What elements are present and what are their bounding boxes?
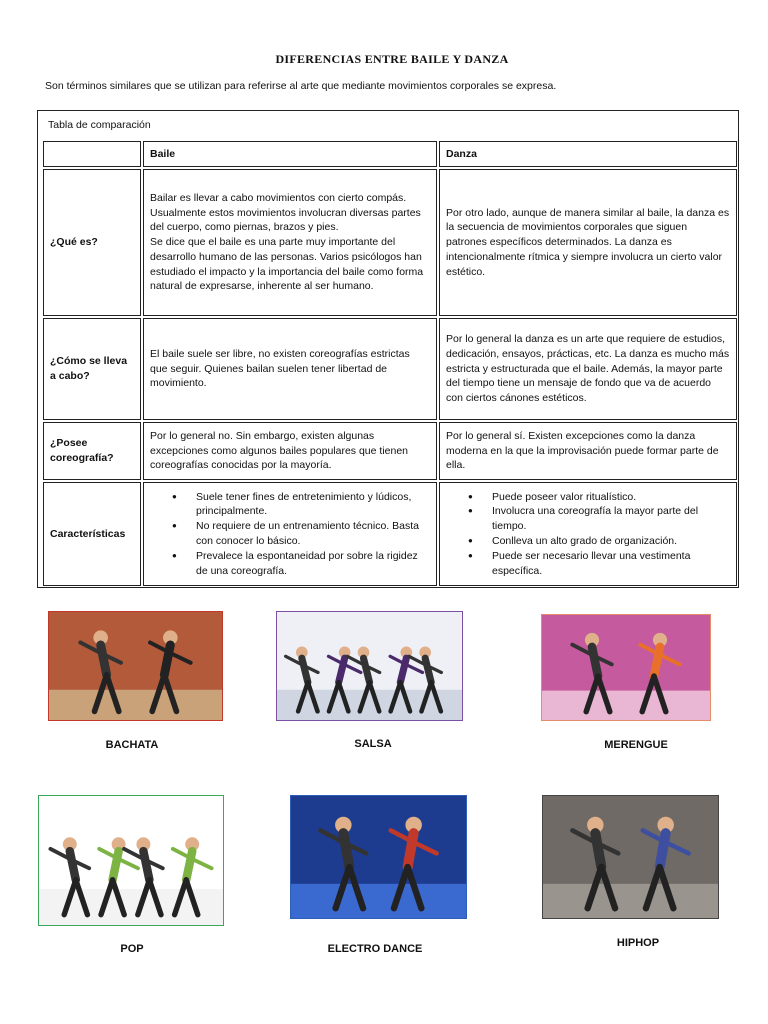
photo-illustration <box>277 612 462 720</box>
baile-paragraph: Bailar es llevar a cabo movimientos con cierto compás. Usualmente estos movimientos involucran diversas partes del cuerpo, como piernas, brazos y pies. <box>150 191 421 234</box>
danza-cell <box>439 482 737 586</box>
header-row <box>43 141 737 167</box>
electro-dance-photo <box>290 795 467 919</box>
baile-cell: El baile suele ser libre, no existen coreografías estrictas que seguir. Quienes bailan suelen tener libertad de movimiento. <box>143 318 437 420</box>
comparison-table <box>37 110 739 588</box>
pop-photo <box>38 795 224 926</box>
table-row <box>43 482 737 586</box>
row-header: Características <box>43 482 141 586</box>
bachata-label: BACHATA <box>105 739 159 751</box>
column-header-danza: Danza <box>439 141 737 167</box>
photo-illustration <box>39 796 223 925</box>
danza-characteristics-list <box>446 490 730 579</box>
list-item: ● Puede ser necesario llevar una vestimenta específica. <box>446 549 730 579</box>
table-caption: Tabla de comparación <box>48 119 151 131</box>
list-item: ● Suele tener fines de entretenimiento y lúdicos, principalmente. <box>150 490 430 520</box>
page-title: DIFERENCIAS ENTRE BAILE Y DANZA <box>275 52 509 66</box>
corner-cell <box>43 141 141 167</box>
pop-label: POP <box>120 943 144 955</box>
hiphop-label: HIPHOP <box>616 937 660 949</box>
salsa-label: SALSA <box>354 738 392 750</box>
danza-cell: Por lo general la danza es un arte que requiere de estudios, dedicación, ensayos, prácticas, etc. La danza es mucho más estricta y estructurada que el baile. Además, la mayor parte del tiempo tiene un mensaje de fondo que va de acuerdo con ciertos cánones estéticos. <box>439 318 737 420</box>
photo-illustration <box>49 612 222 720</box>
list-item: ● Prevalece la espontaneidad por sobre la rigidez de una coreografía. <box>150 549 430 579</box>
table-row <box>43 422 737 480</box>
electro-dance-label: ELECTRO DANCE <box>327 943 423 955</box>
danza-cell: Por lo general sí. Existen excepciones como la danza moderna en la que la improvisación puede formar parte de ella. <box>439 422 737 480</box>
merengue-photo <box>541 614 711 721</box>
baile-characteristics-list <box>150 490 430 579</box>
baile-cell <box>143 482 437 586</box>
row-header: ¿Qué es? <box>43 169 141 316</box>
list-item: ● Puede poseer valor ritualístico. <box>446 490 730 505</box>
baile-cell: Por lo general no. Sin embargo, existen algunas excepciones como algunos bailes populares que tienen coreografías conocidas por la mayoría. <box>143 422 437 480</box>
list-item: ● No requiere de un entrenamiento técnico. Basta con conocer lo básico. <box>150 519 430 549</box>
hiphop-photo <box>542 795 719 919</box>
table-row <box>43 318 737 420</box>
comparison-grid <box>41 139 739 588</box>
list-item: ● Conlleva un alto grado de organización. <box>446 534 730 549</box>
baile-paragraph: Se dice que el baile es una parte muy importante del desarrollo humano de las personas. Varios psicólogos han estudiado el impacto y la importancia del baile como forma natural de expresarse, inherente al ser humano. <box>150 236 424 293</box>
table-row <box>43 169 737 316</box>
merengue-label: MERENGUE <box>604 739 668 751</box>
baile-cell <box>143 169 437 316</box>
photo-illustration <box>291 796 466 918</box>
row-header: ¿Posee coreografía? <box>43 422 141 480</box>
photo-illustration <box>543 796 718 918</box>
photo-illustration <box>542 615 710 720</box>
danza-cell: Por otro lado, aunque de manera similar al baile, la danza es la secuencia de movimientos corporales que siguen patrones específicos determinados. La danza es intencionalmente rítmica y siempre involucra un cierto valor estético. <box>439 169 737 316</box>
salsa-photo <box>276 611 463 721</box>
column-header-baile: Baile <box>143 141 437 167</box>
row-header: ¿Cómo se lleva a cabo? <box>43 318 141 420</box>
bachata-photo <box>48 611 223 721</box>
intro-text: Son términos similares que se utilizan para referirse al arte que mediante movimientos corporales se expresa. <box>45 80 557 92</box>
list-item: ● Involucra una coreografía la mayor parte del tiempo. <box>446 504 730 534</box>
